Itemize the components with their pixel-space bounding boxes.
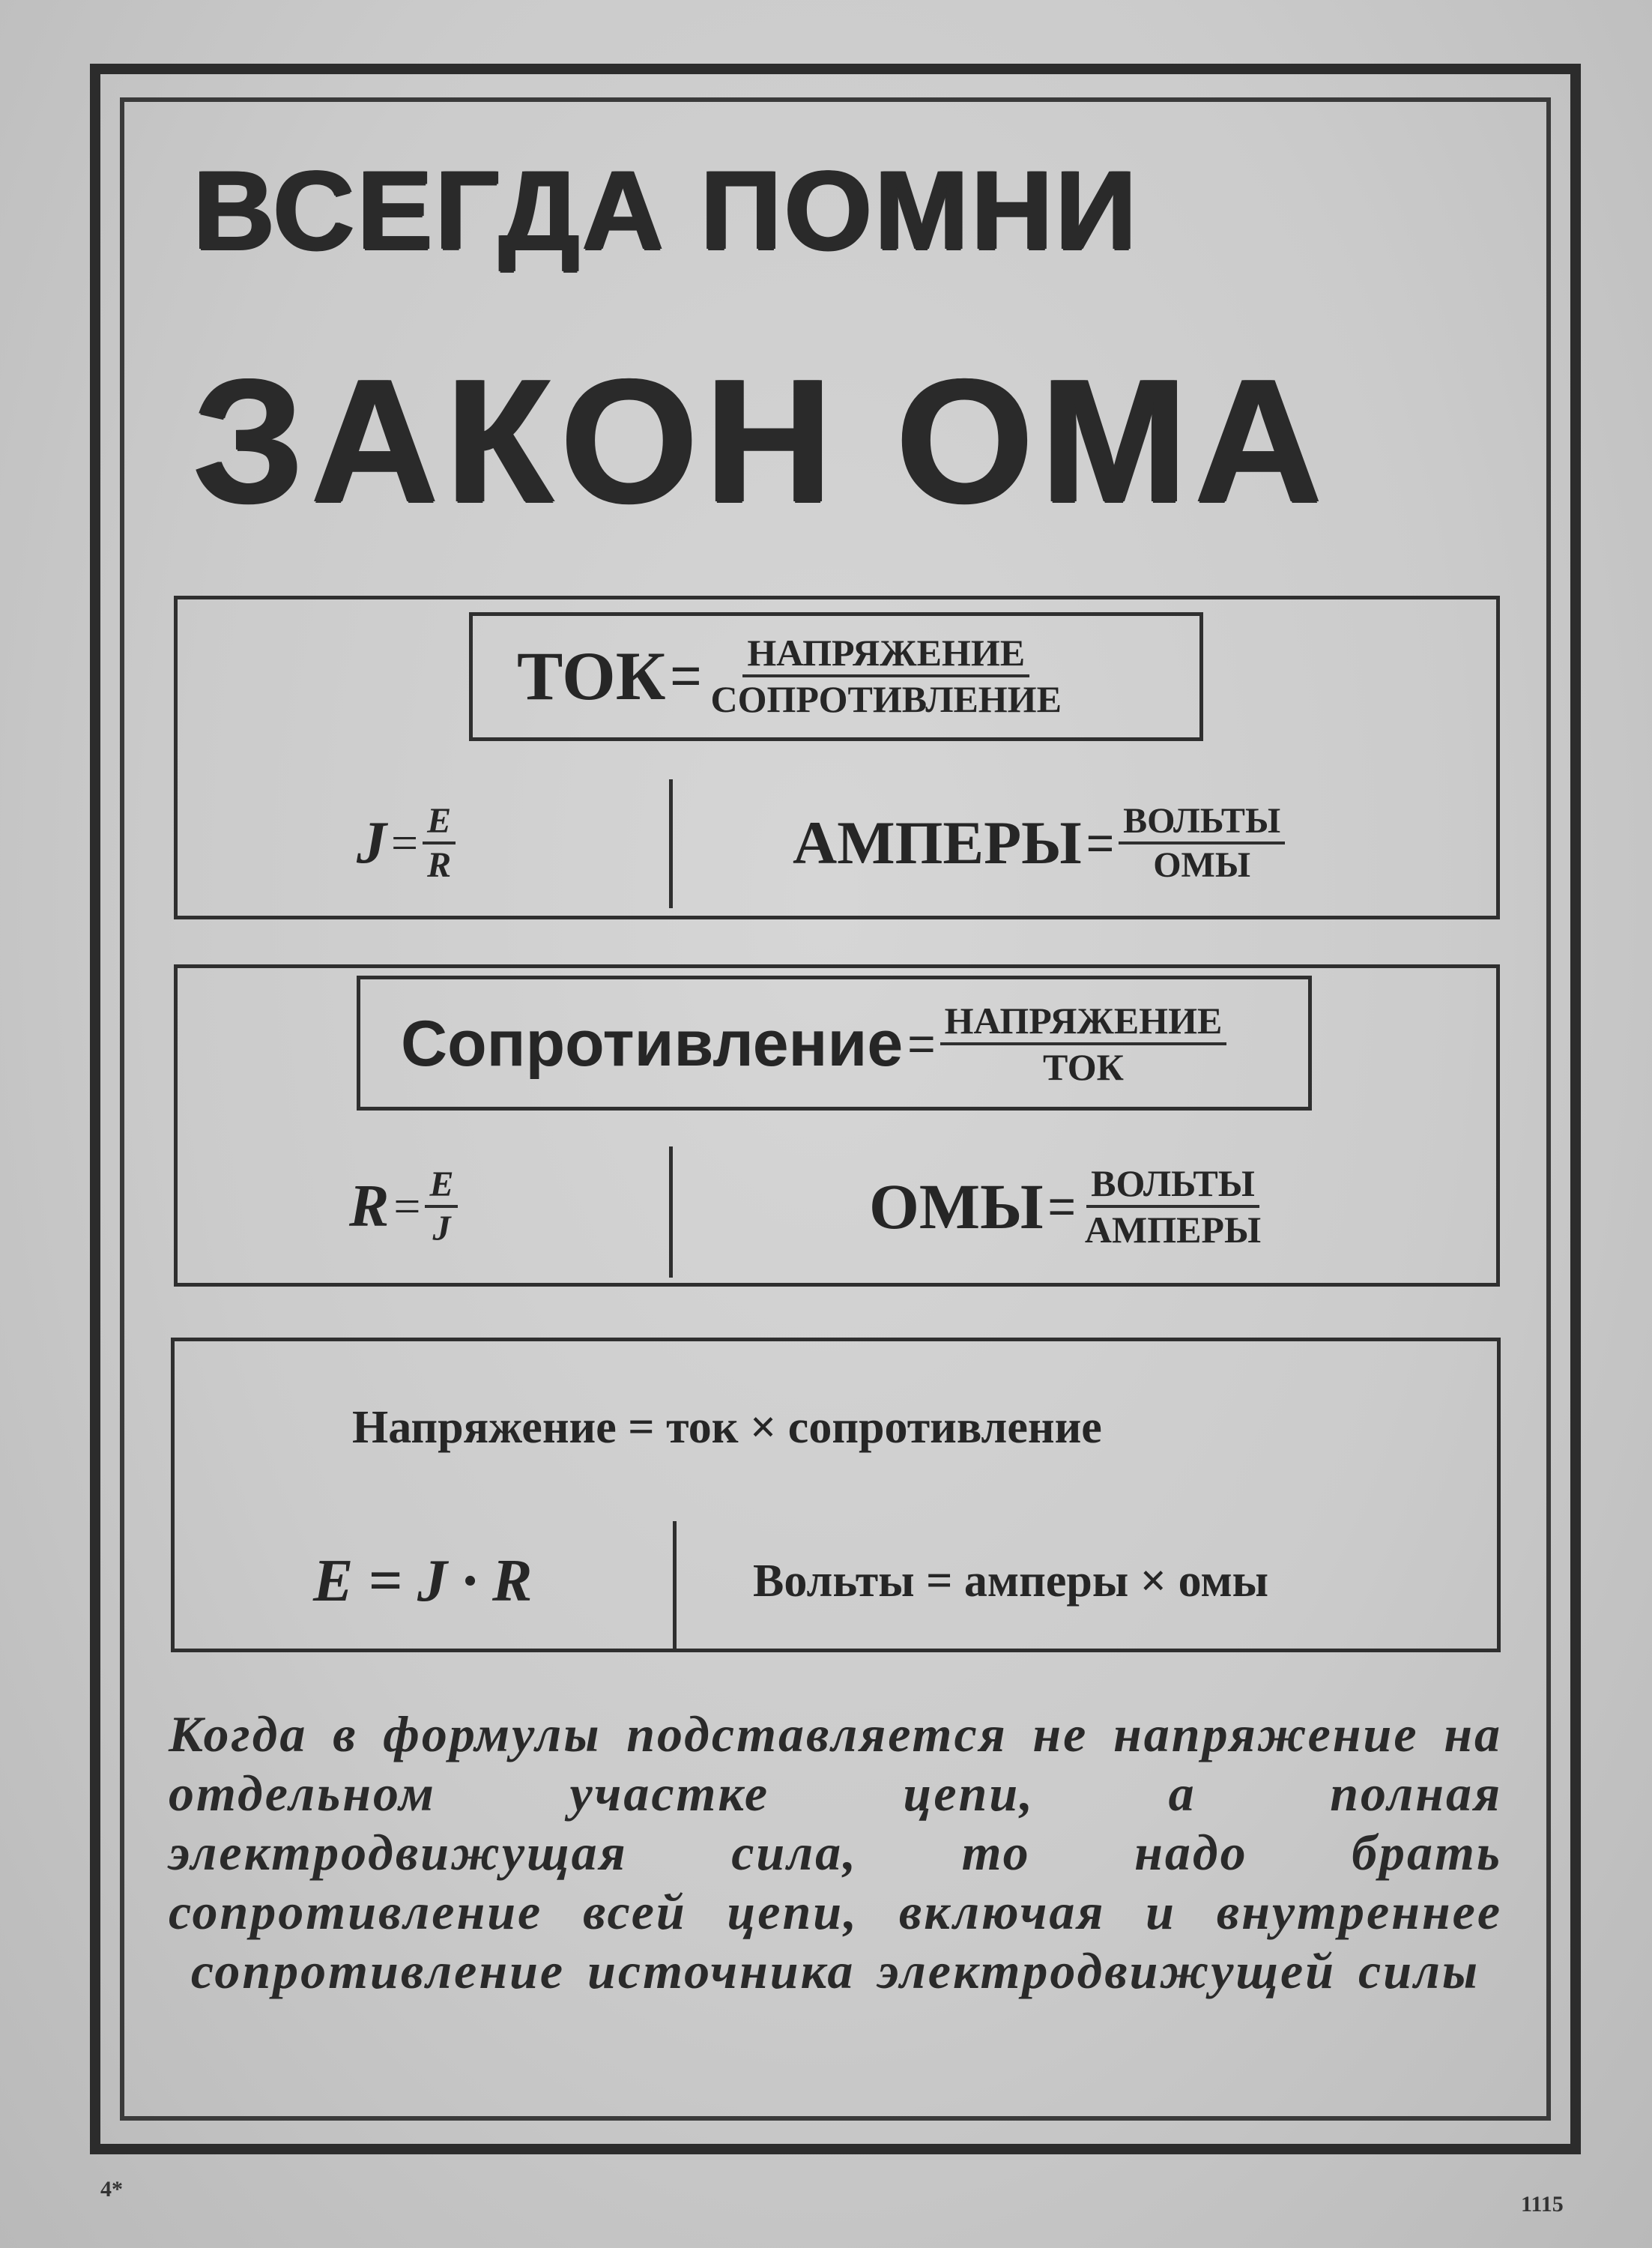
signature-mark: 4* [100,2177,123,2202]
symbolic-fraction [425,1164,458,1249]
definition-resistance [401,988,1226,1100]
unit-formula-voltage: Вольты = амперы × омы [753,1555,1269,1607]
definition-fraction [706,631,1065,721]
column-divider [673,1521,677,1652]
symbol-lhs: R [349,1173,390,1239]
definition-voltage: Напряжение = ток × сопротивление [352,1401,1102,1453]
equals-sign: = [1047,1179,1076,1233]
definition-fraction [940,999,1227,1089]
symbolic-fraction [423,800,456,886]
equals-sign: = [670,646,702,706]
page-number: 1115 [1521,2192,1564,2217]
column-divider [669,1146,673,1278]
heading-line-2: ЗАКОН ОМА [193,342,1330,539]
explanatory-note: Когда в формулы подставляется не напряжение на отдельном участке цепи, а полная электродвижущая сила, то надо брать сопротивление всей цепи, включая и внутреннее сопротивление источника электродвижущей силы [169,1705,1502,1999]
unit-lhs: АМПЕРЫ [793,809,1082,877]
unit-fraction [1080,1161,1265,1251]
equals-sign: = [393,1179,421,1233]
definition-current [517,623,1066,728]
unit-formula-resistance [869,1143,1265,1270]
equals-sign: = [907,1017,936,1071]
equals-sign: = [1086,816,1115,870]
definition-name: Сопротивление [401,1007,904,1080]
fraction-denominator: СОПРОТИВЛЕНИЕ [710,678,1062,720]
fraction-denominator: АМПЕРЫ [1084,1209,1262,1251]
equals-sign: = [391,816,419,869]
fraction-numerator: ВОЛЬТЫ [1086,1161,1259,1208]
heading-line-1: ВСЕГДА ПОМНИ [193,147,1140,273]
fraction-numerator: ВОЛЬТЫ [1119,800,1285,844]
fraction-denominator: J [432,1209,451,1248]
unit-formula-current [793,779,1285,907]
symbolic-formula-current [357,783,456,903]
symbolic-formula-resistance [349,1143,458,1270]
fraction-denominator: R [427,845,452,885]
unit-lhs: ОМЫ [869,1170,1044,1242]
fraction-denominator: ОМЫ [1153,845,1250,885]
definition-name: ТОК [517,638,666,714]
fraction-numerator: E [423,800,456,844]
unit-fraction [1119,800,1285,886]
column-divider [669,779,673,908]
symbolic-formula-voltage: E = J · R [313,1547,533,1614]
fraction-numerator: НАПРЯЖЕНИЕ [742,631,1029,677]
fraction-numerator: НАПРЯЖЕНИЕ [940,999,1227,1045]
symbol-lhs: J [357,809,387,876]
fraction-denominator: ТОК [1043,1046,1124,1088]
fraction-numerator: E [425,1164,458,1208]
